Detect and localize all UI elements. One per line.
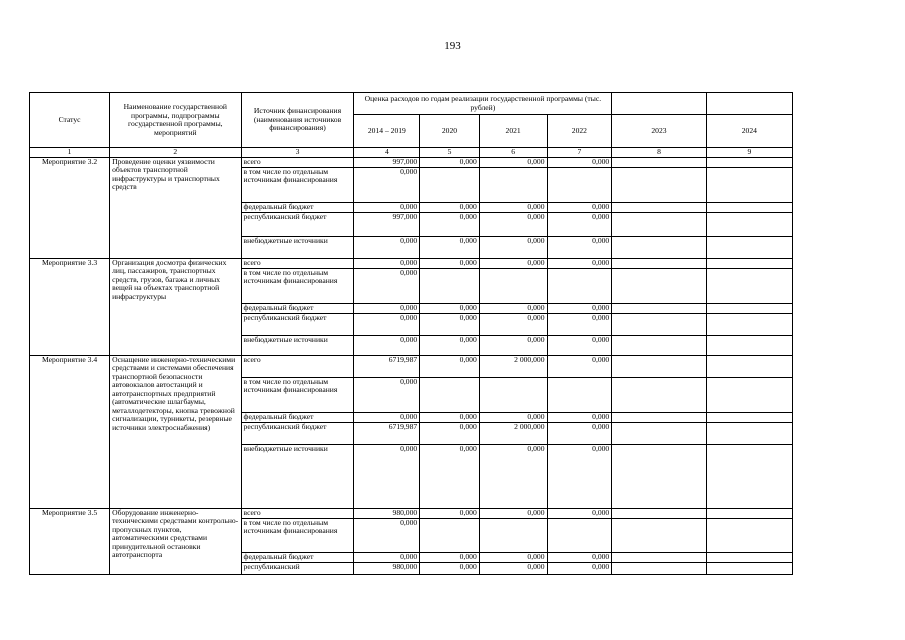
funding-source: республиканский бюджет — [241, 212, 354, 236]
column-number: 3 — [241, 148, 354, 158]
expense-value: 0,000 — [354, 167, 420, 202]
column-number: 4 — [354, 148, 420, 158]
expense-value: 0,000 — [420, 313, 480, 335]
expense-value — [612, 355, 706, 377]
expense-value — [420, 167, 480, 202]
expense-value: 0,000 — [479, 313, 547, 335]
activity-status: Мероприятие 3.3 — [30, 258, 110, 355]
expense-value: 0,000 — [420, 303, 480, 313]
expense-value: 0,000 — [479, 157, 547, 167]
expense-value: 2 000,000 — [479, 355, 547, 377]
expense-value: 0,000 — [354, 268, 420, 303]
expense-value — [479, 377, 547, 412]
funding-source: в том числе по отдельным источникам финансирования — [241, 377, 354, 412]
column-number: 9 — [706, 148, 792, 158]
expense-value — [706, 444, 792, 508]
expense-value: 0,000 — [479, 335, 547, 355]
funding-source: внебюджетные источники — [241, 335, 354, 355]
funding-source: в том числе по отдельным источникам финансирования — [241, 518, 354, 552]
expense-value: 0,000 — [354, 552, 420, 562]
expense-value: 0,000 — [547, 258, 612, 268]
expense-value — [706, 422, 792, 444]
expense-value — [612, 303, 706, 313]
expense-value — [420, 268, 480, 303]
header-year: 2020 — [420, 115, 480, 148]
funding-source: в том числе по отдельным источникам финансирования — [241, 167, 354, 202]
expense-value — [706, 355, 792, 377]
expense-value: 0,000 — [547, 508, 612, 518]
table-row — [30, 157, 793, 167]
expense-value — [706, 508, 792, 518]
column-number: 8 — [612, 148, 706, 158]
expense-value — [420, 518, 480, 552]
expense-value — [612, 412, 706, 422]
expense-value: 0,000 — [479, 552, 547, 562]
funding-source: всего — [241, 355, 354, 377]
expense-value — [479, 518, 547, 552]
expense-value: 0,000 — [420, 335, 480, 355]
expense-value: 0,000 — [479, 303, 547, 313]
table-row — [30, 508, 793, 518]
expense-value: 0,000 — [354, 313, 420, 335]
header-empty-cell — [706, 93, 792, 115]
funding-source: республиканский — [241, 562, 354, 574]
header-program-name: Наименование государственной программы, подпрограммы государственной программы, мероприятий — [110, 93, 241, 148]
expense-value: 0,000 — [547, 313, 612, 335]
column-number: 6 — [479, 148, 547, 158]
expense-value: 0,000 — [420, 355, 480, 377]
expense-value: 0,000 — [354, 518, 420, 552]
expense-value — [612, 562, 706, 574]
expense-value: 0,000 — [420, 444, 480, 508]
expense-value: 0,000 — [547, 355, 612, 377]
header-year: 2014 – 2019 — [354, 115, 420, 148]
expense-value — [612, 422, 706, 444]
expense-value: 0,000 — [354, 444, 420, 508]
expense-value — [612, 313, 706, 335]
expense-value: 0,000 — [547, 157, 612, 167]
activity-status: Мероприятие 3.5 — [30, 508, 110, 574]
expense-value — [547, 377, 612, 412]
funding-source: республиканский бюджет — [241, 313, 354, 335]
expense-value — [420, 377, 480, 412]
activity-name: Оснащение инженерно-техническими средствами и системами обеспечения транспортной безопасности автовокзалов автостанций и автотранспортных предприятий (автоматические шлагбаумы, металлодетекторы, кнопка тревожной сигнализации, турникеты, резервные источники электроснабжения) — [110, 355, 241, 508]
expense-value — [706, 562, 792, 574]
expense-value — [706, 167, 792, 202]
expense-value — [612, 202, 706, 212]
funding-source: федеральный бюджет — [241, 552, 354, 562]
expense-value: 0,000 — [420, 212, 480, 236]
expense-value: 0,000 — [547, 444, 612, 508]
expense-value — [612, 335, 706, 355]
activity-status: Мероприятие 3.2 — [30, 157, 110, 258]
expense-value — [612, 212, 706, 236]
expense-value — [706, 377, 792, 412]
expense-value: 2 000,000 — [479, 422, 547, 444]
funding-source: всего — [241, 258, 354, 268]
expense-value — [706, 313, 792, 335]
table-row — [30, 258, 793, 268]
expense-value: 980,000 — [354, 562, 420, 574]
expense-value: 0,000 — [547, 303, 612, 313]
expense-value — [706, 236, 792, 258]
funding-source: всего — [241, 157, 354, 167]
expense-value: 0,000 — [354, 258, 420, 268]
expense-value — [547, 167, 612, 202]
header-year: 2024 — [706, 115, 792, 148]
column-number: 7 — [547, 148, 612, 158]
expense-value: 6719,987 — [354, 355, 420, 377]
expense-value: 0,000 — [547, 335, 612, 355]
column-number: 5 — [420, 148, 480, 158]
header-expense-estimate: Оценка расходов по годам реализации государственной программы (тыс. рублей) — [354, 93, 612, 115]
funding-source: федеральный бюджет — [241, 303, 354, 313]
expense-value: 980,000 — [354, 508, 420, 518]
activity-name: Оборудование инженерно-техническими средствами контрольно-пропускных пунктов, автоматическими средствами принудительной остановки автотранспорта — [110, 508, 241, 574]
expense-value — [612, 258, 706, 268]
funding-source: в том числе по отдельным источникам финансирования — [241, 268, 354, 303]
expense-value: 0,000 — [354, 412, 420, 422]
expense-value: 6719,987 — [354, 422, 420, 444]
expense-value: 0,000 — [354, 202, 420, 212]
expense-value — [706, 157, 792, 167]
expense-value — [706, 303, 792, 313]
expense-value — [479, 268, 547, 303]
expense-value — [706, 268, 792, 303]
header-empty-cell — [612, 93, 706, 115]
expense-value — [706, 258, 792, 268]
column-number: 1 — [30, 148, 110, 158]
header-year: 2021 — [479, 115, 547, 148]
expense-value: 0,000 — [479, 212, 547, 236]
expense-value — [612, 518, 706, 552]
page-number: 193 — [444, 40, 461, 52]
expense-value: 0,000 — [547, 236, 612, 258]
expense-value: 0,000 — [420, 412, 480, 422]
activity-status: Мероприятие 3.4 — [30, 355, 110, 508]
expense-value: 0,000 — [420, 202, 480, 212]
funding-source: федеральный бюджет — [241, 412, 354, 422]
expense-value: 0,000 — [547, 412, 612, 422]
expense-value — [706, 212, 792, 236]
expense-value — [706, 335, 792, 355]
funding-source: внебюджетные источники — [241, 444, 354, 508]
header-funding-source: Источник финансирования (наименования источников финансирования) — [241, 93, 354, 148]
expense-value: 0,000 — [354, 236, 420, 258]
expense-value: 0,000 — [420, 422, 480, 444]
header-year: 2022 — [547, 115, 612, 148]
expense-value: 0,000 — [547, 562, 612, 574]
header-year: 2023 — [612, 115, 706, 148]
activity-name: Проведение оценки уязвимости объектов транспортной инфраструктуры и транспортных средств — [110, 157, 241, 258]
expense-value: 997,000 — [354, 212, 420, 236]
expense-value — [547, 518, 612, 552]
expense-value: 997,000 — [354, 157, 420, 167]
expense-value — [612, 236, 706, 258]
expense-value — [547, 268, 612, 303]
expense-value — [612, 157, 706, 167]
funding-source: федеральный бюджет — [241, 202, 354, 212]
expense-value: 0,000 — [354, 303, 420, 313]
expense-value: 0,000 — [354, 377, 420, 412]
expense-value: 0,000 — [479, 562, 547, 574]
expense-value: 0,000 — [420, 508, 480, 518]
expense-value — [706, 202, 792, 212]
expense-value — [612, 377, 706, 412]
expense-value: 0,000 — [420, 157, 480, 167]
header-status: Статус — [30, 93, 110, 148]
expense-value: 0,000 — [479, 508, 547, 518]
expense-value — [479, 167, 547, 202]
expense-value — [706, 412, 792, 422]
expense-value: 0,000 — [479, 202, 547, 212]
expense-value — [612, 444, 706, 508]
table-row — [30, 355, 793, 377]
funding-source: республиканский бюджет — [241, 422, 354, 444]
expense-value: 0,000 — [420, 258, 480, 268]
expense-value: 0,000 — [547, 552, 612, 562]
expense-value — [706, 518, 792, 552]
expense-value — [612, 268, 706, 303]
expense-value: 0,000 — [354, 335, 420, 355]
expense-value: 0,000 — [479, 258, 547, 268]
expense-value — [612, 167, 706, 202]
expense-value — [706, 552, 792, 562]
funding-source: внебюджетные источники — [241, 236, 354, 258]
expense-value: 0,000 — [479, 412, 547, 422]
expense-value: 0,000 — [547, 422, 612, 444]
expense-value — [612, 508, 706, 518]
expense-value: 0,000 — [420, 552, 480, 562]
expense-value: 0,000 — [420, 562, 480, 574]
expense-value — [612, 552, 706, 562]
expense-value: 0,000 — [479, 236, 547, 258]
budget-table — [29, 92, 793, 575]
activity-name: Организация досмотра физических лиц, пассажиров, транспортных средств, грузов, багажа и личных вещей на объектах транспортной инфраструктуры — [110, 258, 241, 355]
column-number: 2 — [110, 148, 241, 158]
expense-value: 0,000 — [547, 202, 612, 212]
expense-value: 0,000 — [479, 444, 547, 508]
expense-value: 0,000 — [420, 236, 480, 258]
funding-source: всего — [241, 508, 354, 518]
expense-value: 0,000 — [547, 212, 612, 236]
